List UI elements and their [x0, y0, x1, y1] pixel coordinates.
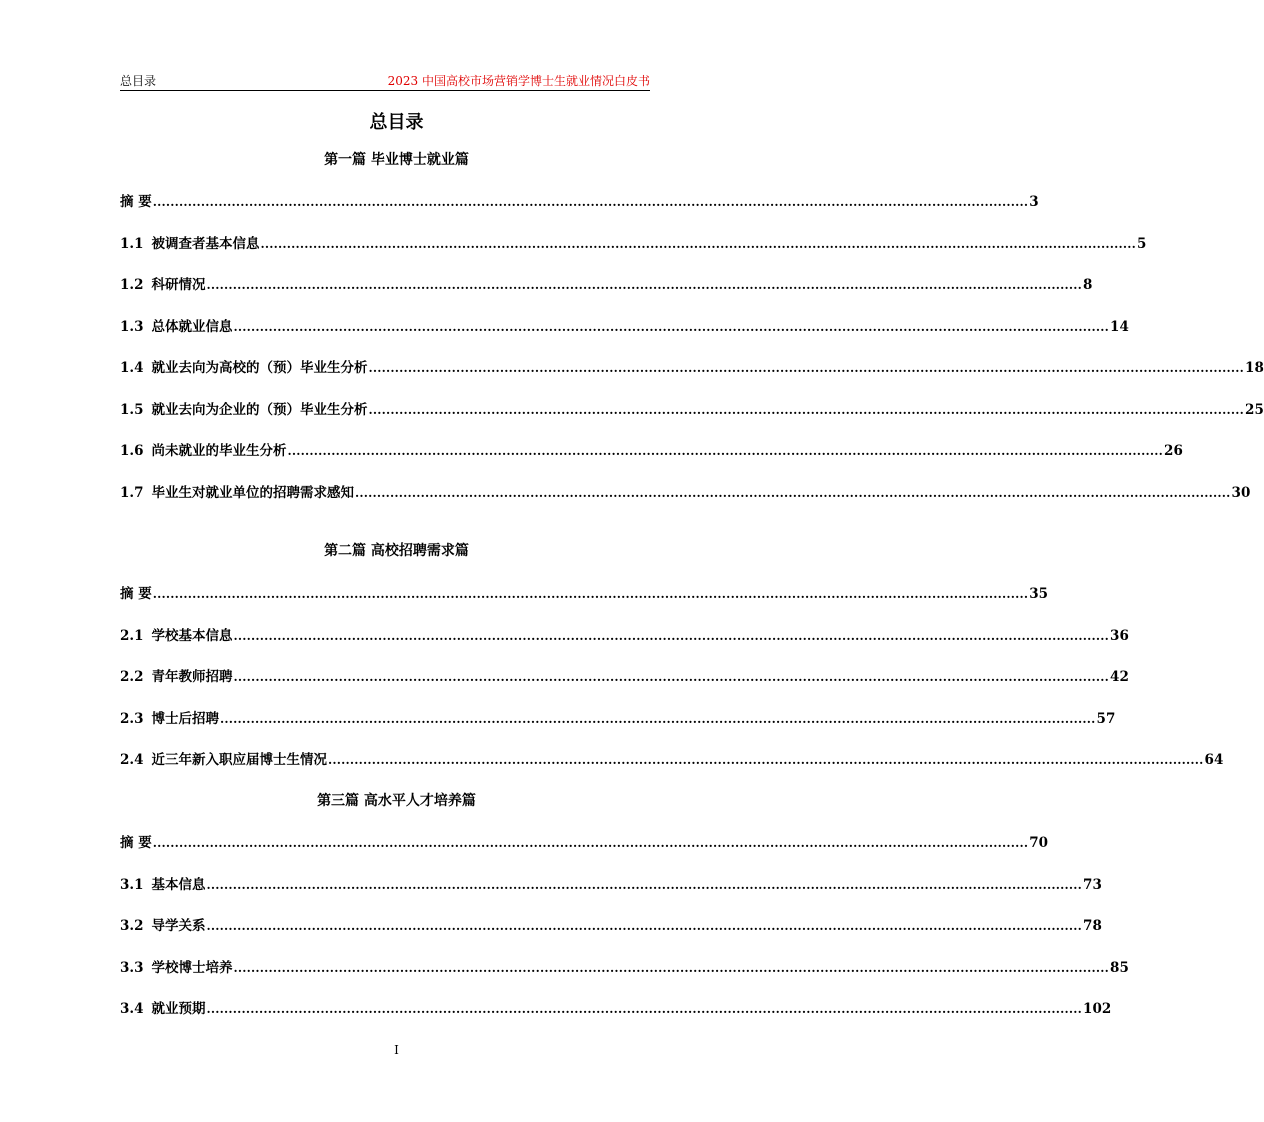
toc-entry-page: 57 [1096, 711, 1116, 727]
toc-entry-number: 1.2 [120, 277, 144, 293]
toc-entry-number: 2.3 [120, 711, 144, 727]
toc-entry-number: 3.4 [120, 1001, 144, 1017]
dot-leader: ........................................................................................................................................................................................................ [206, 278, 1083, 292]
dot-leader: ........................................................................................................................................................................................................ [220, 712, 1096, 726]
dot-leader: ........................................................................................................................................................................................................ [152, 195, 1029, 209]
toc-entry-label: 学校博士培养 [151, 960, 233, 976]
toc-entry-page: 85 [1110, 960, 1129, 976]
toc-entry-label: 青年教师招聘 [151, 669, 233, 685]
toc-entry-number: 2.2 [120, 669, 144, 685]
dot-leader: ........................................................................................................................................................................................................ [328, 753, 1204, 767]
toc-entry-number: 1.3 [120, 319, 144, 335]
toc-entry[interactable] [120, 398, 1264, 418]
toc-entry[interactable] [120, 665, 1129, 685]
header-section-label: 总目录 [120, 74, 157, 88]
toc-entry[interactable] [120, 873, 1102, 893]
toc-entry-page: 8 [1083, 277, 1093, 293]
toc-entry[interactable] [120, 273, 1093, 293]
toc-entry[interactable] [120, 956, 1129, 976]
dot-leader: ........................................................................................................................................................................................................ [233, 670, 1110, 684]
toc-entry-number: 3.1 [120, 877, 144, 893]
toc-entry-label: 科研情况 [151, 277, 206, 293]
toc-entry-page: 42 [1110, 669, 1129, 685]
dot-leader: ........................................................................................................................................................................................................ [233, 320, 1110, 334]
dot-leader: ........................................................................................................................................................................................................ [355, 486, 1231, 500]
toc-entry-number: 2.1 [120, 628, 144, 644]
dot-leader: ........................................................................................................................................................................................................ [152, 836, 1029, 850]
toc-entry-page: 102 [1083, 1001, 1112, 1017]
toc-entry-page: 14 [1110, 319, 1129, 335]
toc-entry-label: 就业去向为高校的（预）毕业生分析 [151, 360, 368, 376]
toc-entry[interactable] [120, 481, 1251, 501]
page-number: I [394, 1043, 399, 1057]
toc-entry-label: 摘 要 [120, 586, 152, 602]
toc-entry[interactable] [120, 748, 1224, 768]
toc-entry[interactable] [120, 831, 1049, 851]
part-title: 第一篇 毕业博士就业篇 [324, 152, 469, 168]
toc-entry-page: 26 [1164, 443, 1183, 459]
dot-leader: ........................................................................................................................................................................................................ [368, 403, 1245, 417]
toc-entry[interactable] [120, 582, 1049, 602]
toc-entry[interactable] [120, 190, 1039, 210]
toc-entry-page: 25 [1245, 402, 1264, 418]
page-header [120, 72, 650, 91]
dot-leader: ........................................................................................................................................................................................................ [206, 1002, 1083, 1016]
toc-entry[interactable] [120, 232, 1147, 252]
dot-leader: ........................................................................................................................................................................................................ [287, 444, 1164, 458]
toc-entry-page: 35 [1029, 586, 1049, 602]
toc-entry[interactable] [120, 356, 1264, 376]
toc-entry-label: 摘 要 [120, 194, 152, 210]
toc-entry-page: 18 [1245, 360, 1264, 376]
toc-entry[interactable] [120, 914, 1102, 934]
toc-entry[interactable] [120, 997, 1112, 1017]
toc-entry-label: 学校基本信息 [151, 628, 233, 644]
dot-leader: ........................................................................................................................................................................................................ [260, 237, 1137, 251]
toc-entry-label: 就业去向为企业的（预）毕业生分析 [151, 402, 368, 418]
dot-leader: ........................................................................................................................................................................................................ [233, 961, 1110, 975]
toc-entry-label: 基本信息 [151, 877, 206, 893]
part-title: 第三篇 高水平人才培养篇 [317, 793, 476, 809]
toc-entry-number: 1.1 [120, 236, 144, 252]
toc-entry-page: 64 [1204, 752, 1224, 768]
toc-entry-page: 36 [1110, 628, 1129, 644]
toc-entry-label: 被调查者基本信息 [151, 236, 260, 252]
dot-leader: ........................................................................................................................................................................................................ [233, 629, 1110, 643]
part-title: 第二篇 高校招聘需求篇 [324, 543, 469, 559]
toc-entry[interactable] [120, 624, 1129, 644]
toc-entry-label: 就业预期 [151, 1001, 206, 1017]
toc-entry-page: 73 [1083, 877, 1102, 893]
dot-leader: ........................................................................................................................................................................................................ [206, 878, 1083, 892]
toc-entry-number: 1.4 [120, 360, 144, 376]
toc-entry-number: 1.7 [120, 485, 144, 501]
toc-entry-label: 博士后招聘 [151, 711, 219, 727]
toc-entry-label: 摘 要 [120, 835, 152, 851]
toc-title: 总目录 [369, 112, 424, 133]
toc-entry-number: 2.4 [120, 752, 144, 768]
toc-entry-number: 1.6 [120, 443, 144, 459]
toc-entry-number: 3.2 [120, 918, 144, 934]
toc-entry-page: 3 [1029, 194, 1039, 210]
toc-entry-page: 70 [1029, 835, 1049, 851]
header-document-title: 2023 中国高校市场营销学博士生就业情况白皮书 [387, 74, 650, 88]
toc-entry-page: 30 [1231, 485, 1251, 501]
toc-entry[interactable] [120, 439, 1183, 459]
dot-leader: ........................................................................................................................................................................................................ [152, 587, 1029, 601]
toc-entry-label: 近三年新入职应届博士生情况 [151, 752, 327, 768]
toc-entry-page: 78 [1083, 918, 1102, 934]
toc-entry-label: 毕业生对就业单位的招聘需求感知 [151, 485, 354, 501]
dot-leader: ........................................................................................................................................................................................................ [368, 361, 1245, 375]
dot-leader: ........................................................................................................................................................................................................ [206, 919, 1083, 933]
toc-entry-number: 3.3 [120, 960, 144, 976]
toc-entry-label: 导学关系 [151, 918, 206, 934]
toc-entry-page: 5 [1137, 236, 1147, 252]
toc-entry-label: 总体就业信息 [151, 319, 233, 335]
toc-entry[interactable] [120, 707, 1116, 727]
toc-entry[interactable] [120, 315, 1129, 335]
toc-entry-label: 尚未就业的毕业生分析 [151, 443, 287, 459]
toc-entry-number: 1.5 [120, 402, 144, 418]
